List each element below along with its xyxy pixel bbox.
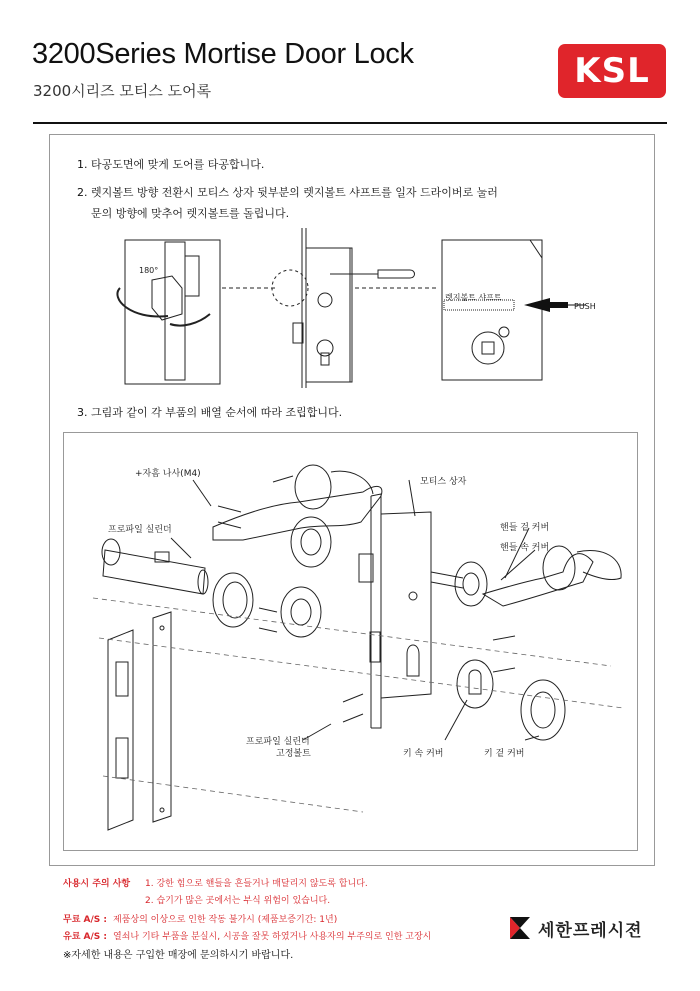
page-title: 3200Series Mortise Door Lock (32, 38, 414, 70)
brand-mark-icon (508, 915, 532, 941)
contact-note: ※자세한 내용은 구입한 매장에 문의하시기 바랍니다. (63, 950, 294, 961)
step-2-line-2: 문의 방향에 맞추어 렛지볼트를 돌립니다. (91, 207, 290, 220)
ksl-logo (558, 44, 666, 98)
header-divider (33, 122, 667, 124)
cylinder-fix-bolt-label-2: 고정볼트 (276, 749, 311, 759)
step-2-line-1: 2. 렛지볼트 방향 전환시 모티스 상자 뒷부분의 렛지볼트 샤프트를 일자 드라이버로 눌러 (77, 186, 498, 199)
handle-inner-cover-label: 핸들 속 커버 (500, 543, 550, 553)
screw-label: +자흠 나사(M4) (135, 469, 201, 479)
paid-as-text: 열쇠나 기타 부품을 분실시, 시공을 잘못 하였거나 사용자의 부주의로 인한 고장시 (113, 932, 432, 942)
brand-logo (508, 915, 643, 941)
logo-text: KSL (574, 51, 650, 91)
free-as-title: 무료 A/S : (63, 915, 107, 925)
paid-as-title: 유료 A/S : (63, 932, 107, 942)
cylinder-fix-bolt-label-1: 프로파일 실린더 (246, 737, 310, 747)
key-inner-cover-label: 키 속 커버 (403, 749, 444, 759)
push-label: PUSH (574, 302, 596, 311)
caution-item-2: 2. 습기가 많은 곳에서는 부식 위험이 있습니다. (145, 896, 331, 906)
page-subtitle: 3200시리즈 모티스 도어록 (33, 82, 212, 100)
caution-title: 사용시 주의 사항 (63, 879, 131, 889)
step-3: 3. 그림과 같이 각 부품의 배열 순서에 따라 조립합니다. (77, 406, 343, 419)
handle-outer-cover-label: 핸들 겉 커버 (500, 523, 550, 533)
rotation-angle-label: 180° (139, 266, 159, 275)
step-1: 1. 타공도면에 맞게 도어를 타공합니다. (77, 158, 265, 171)
mortise-box-label: 모티스 상자 (420, 477, 467, 487)
caution-item-1: 1. 강한 힘으로 핸들을 흔들거나 매달리지 않도록 합니다. (145, 879, 368, 889)
assembly-diagram (63, 432, 639, 852)
profile-cylinder-label: 프로파일 실린더 (108, 525, 172, 535)
brand-name: 세한프레시젼 (538, 920, 643, 941)
latch-reverse-diagram (110, 228, 610, 388)
latch-shaft-label: 렛지볼트 샤프트 (445, 293, 502, 302)
free-as-text: 제품상의 이상으로 인한 작동 불가시 (제품보증기간: 1년) (113, 915, 338, 925)
key-outer-cover-label: 키 겉 커버 (484, 749, 525, 759)
